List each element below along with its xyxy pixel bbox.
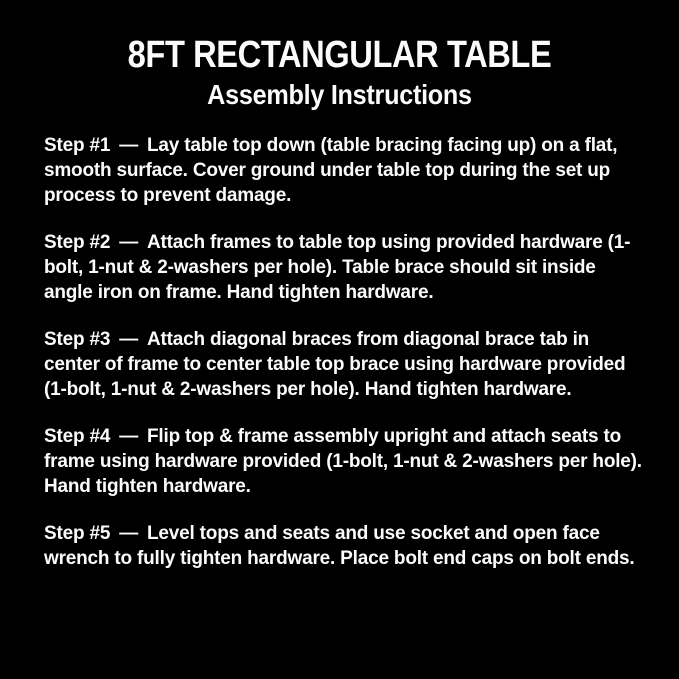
step-4-dash: — xyxy=(119,426,138,447)
poster-subtitle: Assembly Instructions xyxy=(207,79,472,110)
step-1-text: Lay table top down (table bracing facing up) on a flat, smooth surface. Cover ground under table top during the set up process to prevent damage. xyxy=(44,135,618,206)
step-5-label: Step #5 xyxy=(44,523,111,544)
step-1-dash: — xyxy=(119,135,138,156)
step-2-text: Attach frames to table top using provided hardware (1-bolt, 1-nut & 2-washers per hole). Table brace should sit inside angle iron on frame. Hand tighten hardware. xyxy=(44,232,631,303)
step-5-dash: — xyxy=(119,523,138,544)
header xyxy=(0,0,679,111)
step-3-text: Attach diagonal braces from diagonal brace tab in center of frame to center table top brace using hardware provided (1-bolt, 1-nut & 2-washers per hole). Hand tighten hardware. xyxy=(44,329,626,400)
step-2-label: Step #2 xyxy=(44,232,111,253)
step-4-label: Step #4 xyxy=(44,426,111,447)
step-1 xyxy=(44,133,647,208)
poster-title: 8FT RECTANGULAR TABLE xyxy=(127,34,552,76)
step-4-text: Flip top & frame assembly upright and attach seats to frame using hardware provided (1-bolt, 1-nut & 2-washers per hole). Hand tighten hardware. xyxy=(44,426,642,497)
step-3-dash: — xyxy=(119,329,138,350)
step-3 xyxy=(44,327,647,402)
instructions-list xyxy=(0,111,679,571)
step-4 xyxy=(44,424,647,499)
step-5 xyxy=(44,521,647,571)
step-5-text: Level tops and seats and use socket and open face wrench to fully tighten hardware. Place bolt end caps on bolt ends. xyxy=(44,523,635,569)
step-3-label: Step #3 xyxy=(44,329,111,350)
step-1-label: Step #1 xyxy=(44,135,111,156)
step-2 xyxy=(44,230,647,305)
step-2-dash: — xyxy=(119,232,138,253)
